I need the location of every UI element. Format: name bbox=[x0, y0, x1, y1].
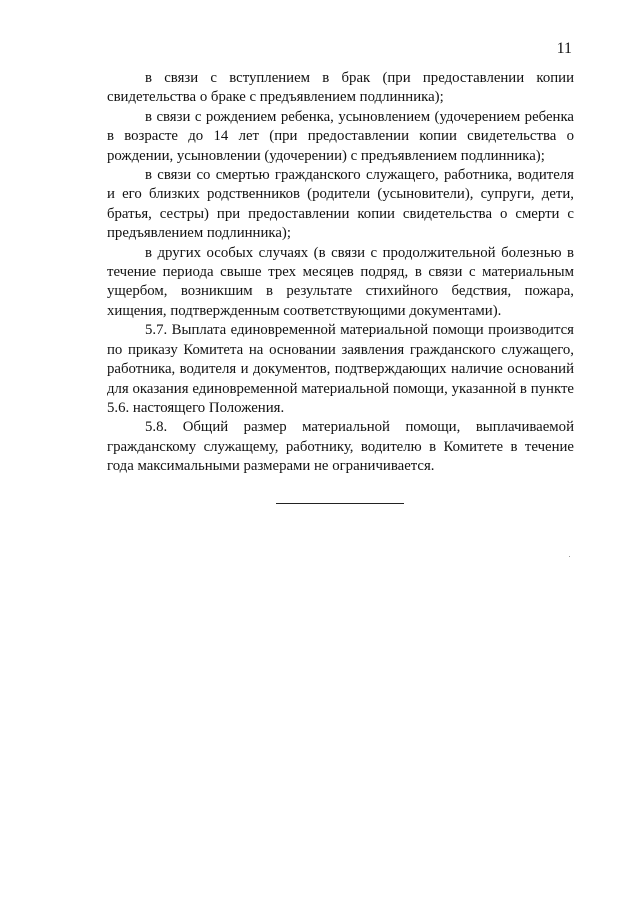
paragraph-special-cases: в других особых случаях (в связи с продолжительной болезнью в течение периода свыше трех месяцев подряд, в связи с материальным ущербом, возникшим в результате стихийного бедствия, пожара, хищения, подтвержденным соответствующими документами). bbox=[107, 244, 574, 319]
paragraph-marriage: в связи с вступлением в брак (при предоставлении копии свидетельства о браке с предъявлением подлинника); bbox=[107, 70, 574, 106]
paragraph-5-8: 5.8. Общий размер материальной помощи, выплачиваемой гражданскому служащему, работнику, водителю в Комитете в течение года максимальными размерами не ограничивается. bbox=[107, 419, 574, 475]
paragraph-child-birth: в связи с рождением ребенка, усыновлением (удочерением ребенка в возрасте до 14 лет (при предоставлении копии свидетельства о рождении, усыновлении (удочерении) с предъявлением подлинника); bbox=[107, 108, 574, 164]
paragraph-death: в связи со смертью гражданского служащего, работника, водителя и его близких родственников (родители (усыновители), супруги, дети, братья, сестры) при предоставлении копии свидетельства о смерти с предъявлением подлинника); bbox=[107, 167, 574, 242]
page-number: 11 bbox=[556, 40, 572, 57]
document-body bbox=[107, 69, 574, 477]
scan-speck bbox=[569, 556, 570, 557]
paragraph-5-7: 5.7. Выплата единовременной материальной помощи производится по приказу Комитета на основании заявления гражданского служащего, работника, водителя и документов, подтверждающих наличие оснований для оказания единовременной материальной помощи, указанной в пункте 5.6. настоящего Положения. bbox=[107, 322, 574, 416]
end-separator-line bbox=[276, 503, 404, 504]
